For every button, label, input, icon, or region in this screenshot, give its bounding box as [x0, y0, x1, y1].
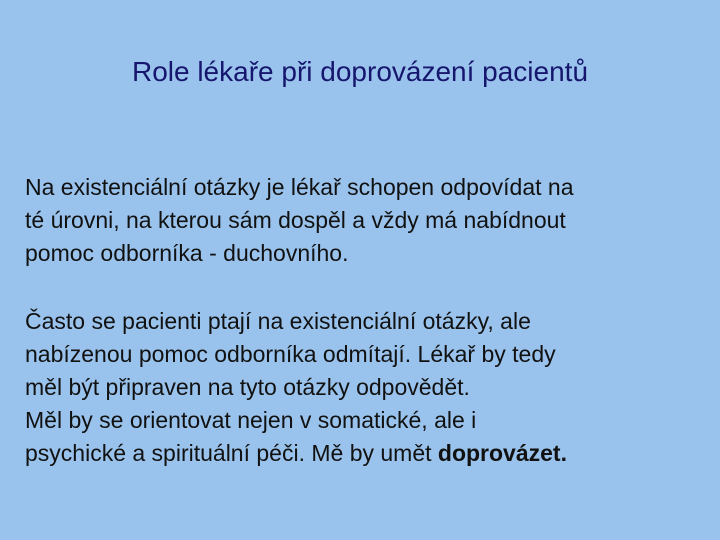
paragraph-existential-questions — [25, 171, 705, 270]
emphasis-doprovazet: doprovázet. — [437, 440, 567, 466]
paragraph-line: Často se pacienti ptají na existenciální otázky, ale — [25, 308, 531, 334]
paragraph-line: nabízenou pomoc odborníka odmítají. Lékař by tedy — [25, 341, 556, 367]
paragraph-patient-refusal — [25, 305, 705, 470]
paragraph-last-line — [25, 437, 705, 470]
last-line-text: psychické a spirituální péči. Mě by umět — [25, 440, 438, 466]
paragraph-line: pomoc odborníka - duchovního. — [25, 240, 349, 266]
paragraph-line: Měl by se orientovat nejen v somatické, ale i — [25, 407, 477, 433]
paragraph-line: Na existenciální otázky je lékař schopen odpovídat na — [25, 174, 574, 200]
paragraph-line: měl být připraven na tyto otázky odpovědět. — [25, 374, 470, 400]
slide-title: Role lékaře při doprovázení pacientů — [131, 56, 589, 87]
paragraph-line: té úrovni, na kterou sám dospěl a vždy má nabídnout — [25, 207, 566, 233]
